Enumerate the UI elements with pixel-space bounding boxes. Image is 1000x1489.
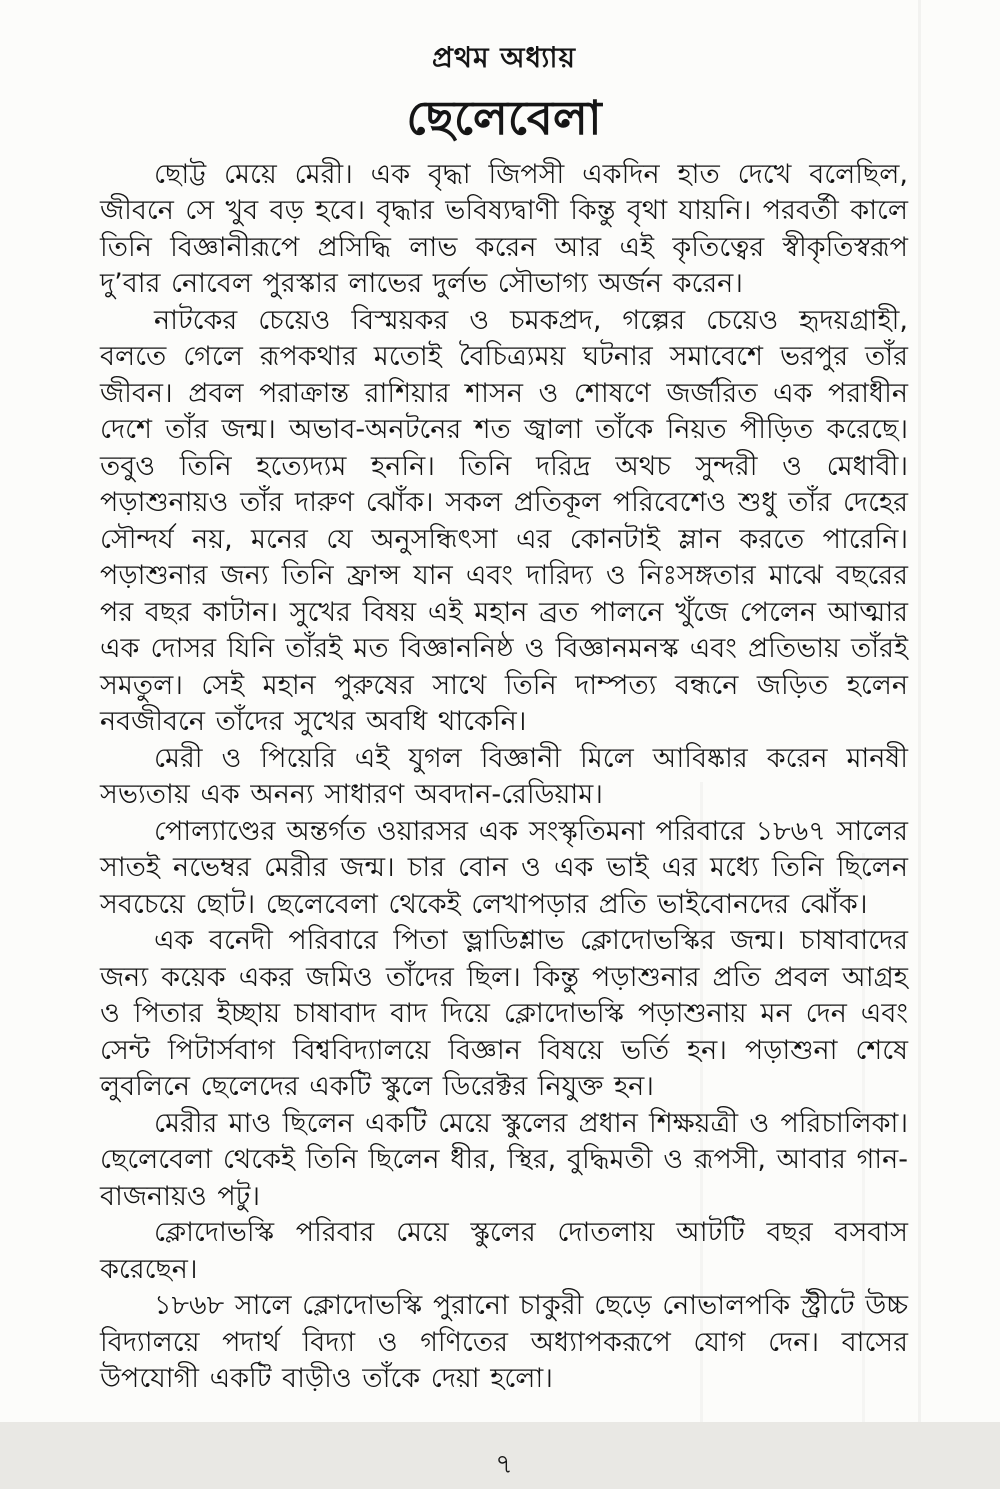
paragraph-6: মেরীর মাও ছিলেন একটি মেয়ে স্কুলের প্রধান শিক্ষয়ত্রী ও পরিচালিকা। ছেলেবেলা থেকেই তিনি ছিলেন ধীর, স্থির, বুদ্ধিমতী ও রূপসী, আবার গান-বাজনায়ও পটু। [100, 1107, 908, 1212]
paragraph-7: ক্লোদোভস্কি পরিবার মেয়ে স্কুলের দোতলায় আটটি বছর বসবাস করেছেন। [100, 1217, 908, 1285]
paragraph-4: পোল্যাণ্ডের অন্তর্গত ওয়ারসর এক সংস্কৃতিমনা পরিবারে ১৮৬৭ সালের সাতই নভেম্বর মেরীর জন্ম। চার বোন ও এক ভাই এর মধ্যে তিনি ছিলেন সবচেয়ে ছোট। ছেলেবেলা থেকেই লেখাপড়ার প্রতি ভাইবোনদের ঝোঁক। [100, 815, 908, 920]
page-number: ৭ [495, 1448, 513, 1480]
paragraph-5: এক বনেদী পরিবারে পিতা ভ্লাডিশ্লাভ ক্লোদোভস্কির জন্ম। চাষাবাদের জন্য কয়েক একর জমিও তাঁদের ছিল। কিন্তু পড়াশুনার প্রতি প্রবল আগ্রহ ও পিতার ইচ্ছায় চাষাবাদ বাদ দিয়ে ক্লোদোভস্কি পড়াশুনায় মন দেন এবং সেন্ট পিটার্সবাগ বিশ্ববিদ্যালয়ে বিজ্ঞান বিষয়ে ভর্তি হন। পড়াশুনা শেষে লুবলিনে ছেলেদের একটি স্কুলে ডিরেক্টর নিযুক্ত হন। [100, 925, 908, 1103]
scan-artifact [918, 0, 921, 1422]
paragraph-3: মেরী ও পিয়েরি এই যুগল বিজ্ঞানী মিলে আবিষ্কার করেন মানষী সভ্যতায় এক অনন্য সাধারণ অবদান-রেডিয়াম। [100, 742, 908, 811]
paragraph-1: ছোট্ট মেয়ে মেরী। এক বৃদ্ধা জিপসী একদিন হাত দেখে বলেছিল, জীবনে সে খুব বড় হবে। বৃদ্ধার ভবিষ্যদ্বাণী কিন্তু বৃথা যায়নি। পরবর্তী কালে তিনি বিজ্ঞানীরূপে প্রসিদ্ধি লাভ করেন আর এই কৃতিত্বের স্বীকৃতিস্বরূপ দু’বার নোবেল পুরস্কার লাভের দুর্লভ সৌভাগ্য অর্জন করেন। [100, 158, 908, 300]
chapter-heading: প্রথম অধ্যায় [431, 41, 576, 74]
paragraph-2: নাটকের চেয়েও বিস্ময়কর ও চমকপ্রদ, গল্পের চেয়েও হৃদয়গ্রাহী, বলতে গেলে রূপকথার মতোই বৈচিত্র্যময় ঘটনার সমাবেশে ভরপুর তাঁর জীবন। প্রবল পরাক্রান্ত রাশিয়ার শাসন ও শোষণে জর্জরিত এক পরাধীন দেশে তাঁর জন্ম। অভাব-অনটনের শত জ্বালা তাঁকে নিয়ত পীড়িত করেছে। তবুও তিনি হত্যেদ্যম হননি। তিনি দরিদ্র অথচ সুন্দরী ও মেধাবী। পড়াশুনায়ও তাঁর দারুণ ঝোঁক। সকল প্রতিকূল পরিবেশেও শুধু তাঁর দেহের সৌন্দর্য নয়, মনের যে অনুসন্ধিৎসা এর কোনটাই ম্লান করতে পারেনি। পড়াশুনার জন্য তিনি ফ্রান্স যান এবং দারিদ্য ও নিঃসঙ্গতার মাঝে বছরের পর বছর কাটান। সুখের বিষয় এই মহান ব্রত পালনে খুঁজে পেলেন আত্মার এক দোসর যিনি তাঁরই মত বিজ্ঞাননিষ্ঠ ও বিজ্ঞানমনস্ক এবং প্রতিভায় তাঁরই সমতুল। সেই মহান পুরুষের সাথে তিনি দাম্পত্য বন্ধনে জড়িত হলেন নবজীবনে তাঁদের সুখের অবধি থাকেনি। [100, 304, 908, 738]
paragraph-8: ১৮৬৮ সালে ক্লোদোভস্কি পুরানো চাকুরী ছেড়ে নোভালপকি স্ট্রীটে উচ্চ বিদ্যালয়ে পদার্থ বিদ্যা ও গণিতের অধ্যাপকরূপে যোগ দেন। বাসের উপযোগী একটি বাড়ীও তাঁকে দেয়া হলো। [100, 1290, 908, 1395]
page-title: ছেলেবেলা [406, 91, 602, 146]
